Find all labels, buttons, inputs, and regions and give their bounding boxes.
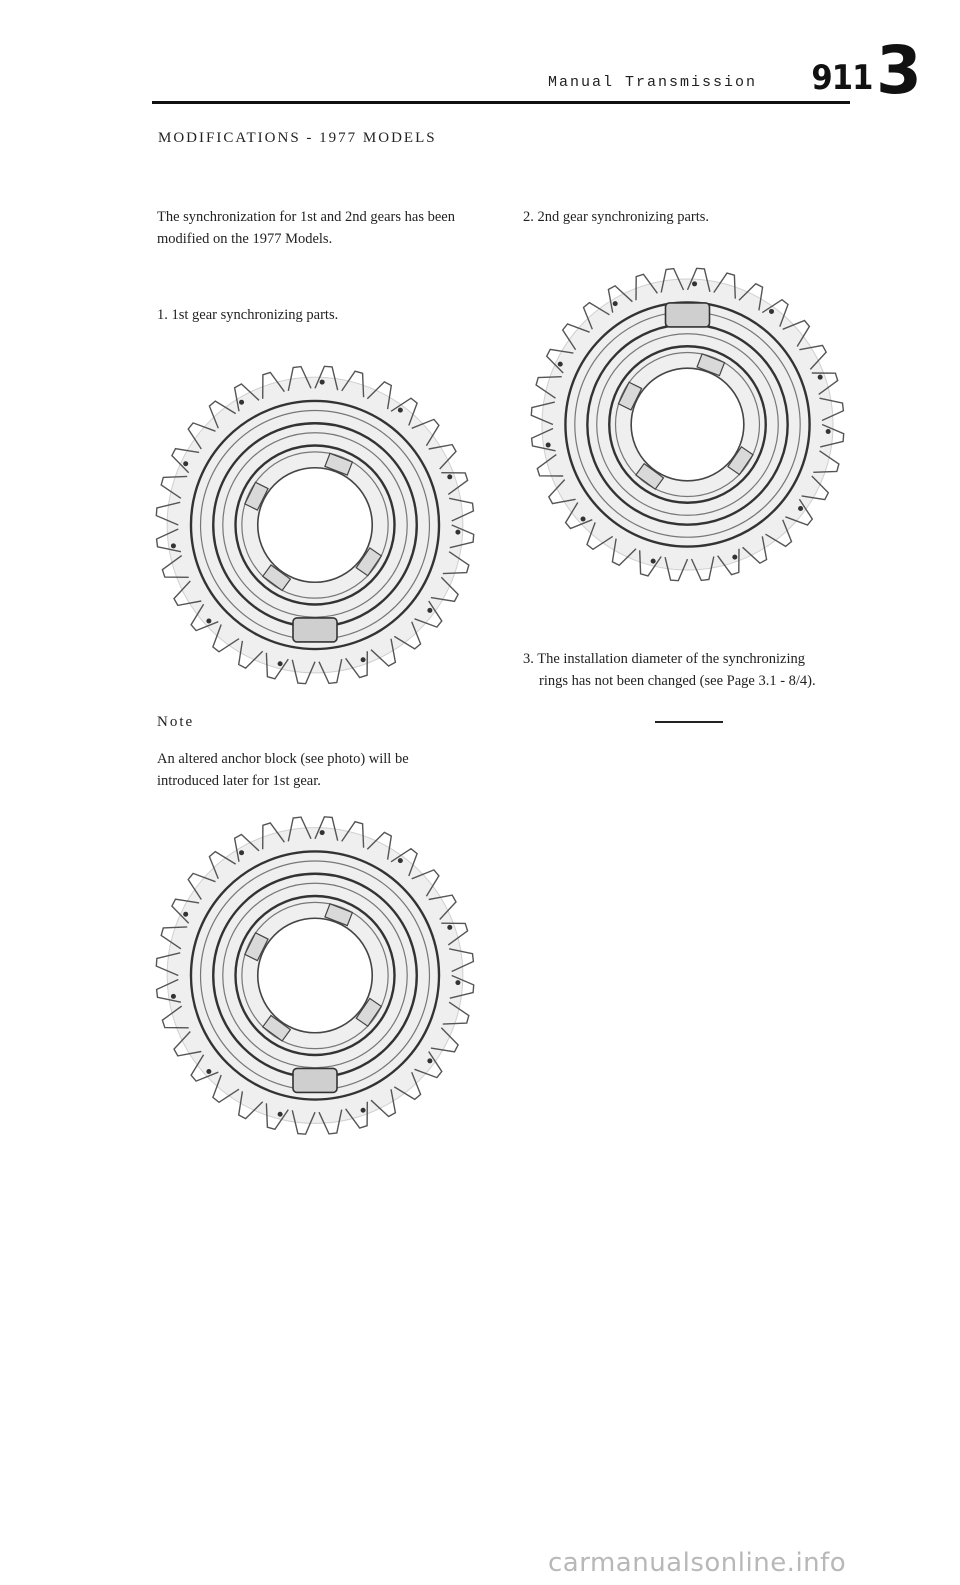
tooth-shade [546,443,551,448]
tooth-shade [320,380,325,385]
tooth-shade [398,858,403,863]
tooth-shade [278,1112,283,1117]
note-text: An altered anchor block (see photo) will be introduced later for 1st gear. [157,751,409,789]
gear-photo-1st [150,360,480,690]
watermark: carmanualsonline.info [548,1548,847,1578]
tooth-shade [818,375,823,380]
tooth-shade [447,474,452,479]
item-2-caption: 2. 2nd gear synchronizing parts. [523,209,710,225]
tooth-shade [183,461,188,466]
tooth-shade [581,516,586,521]
chapter-number: 3 [876,32,922,109]
tooth-shade [558,362,563,367]
tooth-shade [171,994,176,999]
note-label: Note [157,714,195,730]
tooth-shade [769,309,774,314]
anchor-block [293,1068,337,1092]
end-rule [655,721,723,723]
model-number: 911 [811,58,873,98]
item-1-caption: 1. 1st gear synchronizing parts. [157,307,339,323]
tooth-shade [447,925,452,930]
anchor-block [293,618,337,642]
header-rule [152,101,850,104]
tooth-shade [826,429,831,434]
header-title: Manual Transmission [548,74,758,91]
tooth-shade [692,281,697,286]
item-3-paragraph [523,648,883,692]
gear-bore [631,368,744,481]
gear-bore [258,918,372,1032]
tooth-shade [732,555,737,560]
section-heading: MODIFICATIONS - 1977 MODELS [158,130,437,146]
gear-bore [258,468,372,582]
intro-paragraph: The synchronization for 1st and 2nd gears has been modified on the 1977 Models. [157,209,455,247]
tooth-shade [613,301,618,306]
tooth-shade [427,608,432,613]
tooth-shade [206,619,211,624]
anchor-block [666,303,710,327]
tooth-shade [171,543,176,548]
item-3-line-2: rings has not been changed (see Page 3.1 - 8/4). [539,673,816,689]
tooth-shade [239,400,244,405]
gear-photo-anchor-block [150,808,480,1143]
item-3-line-1: 3. The installation diameter of the synchronizing [523,651,806,667]
tooth-shade [651,559,656,564]
tooth-shade [361,657,366,662]
tooth-shade [427,1058,432,1063]
tooth-shade [183,912,188,917]
tooth-shade [398,408,403,413]
gear-photo-2nd [525,262,850,587]
tooth-shade [278,661,283,666]
tooth-shade [455,530,460,535]
tooth-shade [455,980,460,985]
tooth-shade [239,850,244,855]
tooth-shade [320,830,325,835]
tooth-shade [361,1108,366,1113]
tooth-shade [798,506,803,511]
tooth-shade [206,1069,211,1074]
